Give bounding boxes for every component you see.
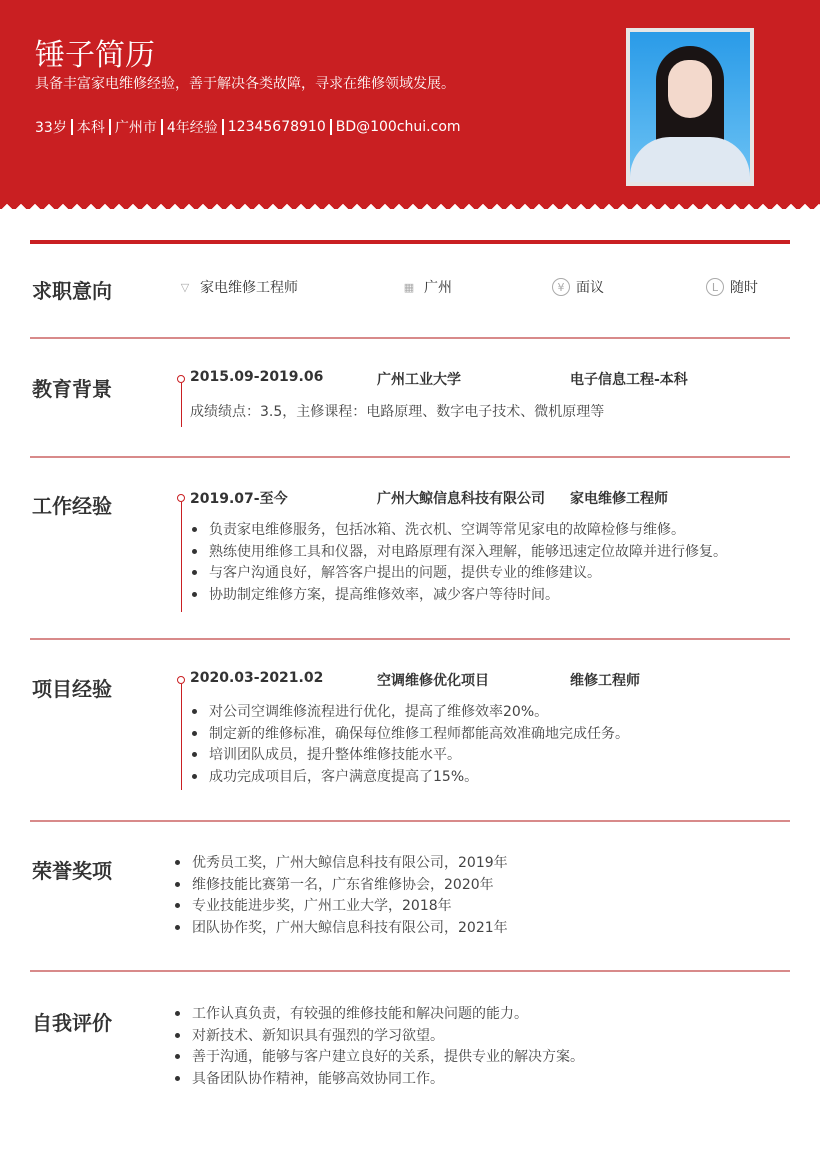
education-desc: 成绩绩点：3.5，主修课程：电路原理、数字电子技术、微机原理等 xyxy=(190,404,605,420)
tagline: 具备丰富家电维修经验，善于解决各类故障，寻求在维修领域发展。 xyxy=(35,76,455,92)
list-item: 具备团队协作精神，能够高效协同工作。 xyxy=(172,1068,584,1090)
section-title-project: 项目经验 xyxy=(32,677,112,701)
separator xyxy=(71,119,73,135)
separator xyxy=(330,119,332,135)
divider xyxy=(30,638,790,640)
email: BD@100chui.com xyxy=(335,119,461,135)
city: 广州市 xyxy=(114,120,157,136)
degree: 本科 xyxy=(76,120,105,136)
list-item: 培训团队成员，提升整体维修技能水平。 xyxy=(189,744,629,766)
list-item: 协助制定维修方案，提高维修效率，减少客户等待时间。 xyxy=(189,584,727,606)
intent-city xyxy=(400,277,452,297)
clock-icon: L xyxy=(706,278,724,296)
timeline-dot xyxy=(177,375,185,383)
resume-title: 锤子简历 xyxy=(35,38,155,73)
divider xyxy=(30,820,790,822)
divider xyxy=(30,337,790,339)
list-item: 对公司空调维修流程进行优化，提高了维修效率20%。 xyxy=(189,701,629,723)
separator xyxy=(109,119,111,135)
intent-position-text: 家电维修工程师 xyxy=(200,280,298,296)
intent-salary xyxy=(552,277,604,297)
intent-availability xyxy=(706,277,758,297)
project-date: 2020.03-2021.02 xyxy=(190,670,324,686)
section-title-education: 教育背景 xyxy=(32,377,112,401)
timeline-dot xyxy=(177,494,185,502)
intent-position xyxy=(176,277,298,297)
section-title-work: 工作经验 xyxy=(32,494,112,518)
education-date: 2015.09-2019.06 xyxy=(190,369,324,385)
section-title-self: 自我评价 xyxy=(32,1011,112,1035)
personal-info xyxy=(35,117,461,137)
timeline-line xyxy=(181,383,183,427)
project-role: 维修工程师 xyxy=(570,673,640,689)
header-banner xyxy=(0,0,820,200)
timeline-line xyxy=(181,684,183,790)
self-list xyxy=(172,1003,584,1089)
divider xyxy=(30,970,790,972)
list-item: 成功完成项目后，客户满意度提高了15%。 xyxy=(189,766,629,788)
honors-list xyxy=(172,852,508,938)
project-name: 空调维修优化项目 xyxy=(377,673,489,689)
yen-icon: ¥ xyxy=(552,278,570,296)
education-major: 电子信息工程-本科 xyxy=(570,372,688,388)
intent-city-text: 广州 xyxy=(424,280,452,296)
divider xyxy=(30,456,790,458)
work-bullets xyxy=(189,519,727,605)
list-item: 优秀员工奖，广州大鲸信息科技有限公司，2019年 xyxy=(172,852,508,874)
list-item: 负责家电维修服务，包括冰箱、洗衣机、空调等常见家电的故障检修与维修。 xyxy=(189,519,727,541)
list-item: 对新技术、新知识具有强烈的学习欲望。 xyxy=(172,1025,584,1047)
work-date: 2019.07-至今 xyxy=(190,491,288,507)
experience-years: 4年经验 xyxy=(166,120,218,136)
timeline-line xyxy=(181,502,183,612)
work-role: 家电维修工程师 xyxy=(570,491,668,507)
list-item: 维修技能比赛第一名，广东省维修协会，2020年 xyxy=(172,874,508,896)
building-icon: ▦ xyxy=(403,280,415,294)
section-title-honors: 荣誉奖项 xyxy=(32,859,112,883)
age: 33岁 xyxy=(35,120,67,136)
zigzag-edge xyxy=(0,199,820,209)
list-item: 工作认真负责，有较强的维修技能和解决问题的能力。 xyxy=(172,1003,584,1025)
profile-photo xyxy=(626,28,754,186)
separator xyxy=(222,119,224,135)
section-title-intent: 求职意向 xyxy=(32,279,112,303)
list-item: 与客户沟通良好，解答客户提出的问题，提供专业的维修建议。 xyxy=(189,562,727,584)
list-item: 专业技能进步奖，广州工业大学，2018年 xyxy=(172,895,508,917)
tie-icon: ▽ xyxy=(180,280,190,294)
list-item: 制定新的维修标准，确保每位维修工程师都能高效准确地完成任务。 xyxy=(189,723,629,745)
list-item: 善于沟通，能够与客户建立良好的关系，提供专业的解决方案。 xyxy=(172,1046,584,1068)
separator xyxy=(161,119,163,135)
list-item: 熟练使用维修工具和仪器，对电路原理有深入理解，能够迅速定位故障并进行修复。 xyxy=(189,541,727,563)
phone: 12345678910 xyxy=(227,119,326,135)
intent-salary-text: 面议 xyxy=(576,280,604,296)
education-school: 广州工业大学 xyxy=(377,372,461,388)
list-item: 团队协作奖，广州大鲸信息科技有限公司，2021年 xyxy=(172,917,508,939)
project-bullets xyxy=(189,701,629,787)
intent-availability-text: 随时 xyxy=(730,280,758,296)
work-company: 广州大鲸信息科技有限公司 xyxy=(377,491,545,507)
accent-bar xyxy=(30,240,790,244)
timeline-dot xyxy=(177,676,185,684)
